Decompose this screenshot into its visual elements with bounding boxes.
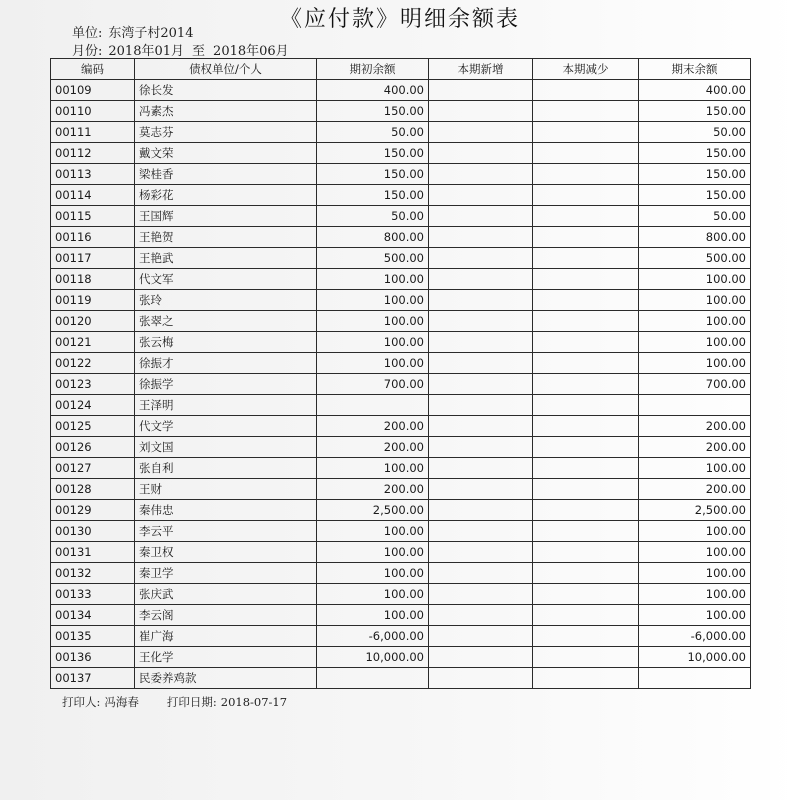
cell-creditor: 王泽明: [135, 395, 317, 416]
cell-period-increase: [429, 269, 533, 290]
table-row: [51, 353, 751, 374]
cell-creditor: 李云阁: [135, 605, 317, 626]
cell-creditor: 王国辉: [135, 206, 317, 227]
cell-code: 00132: [51, 563, 135, 584]
cell-code: 00127: [51, 458, 135, 479]
cell-opening-balance: 100.00: [317, 584, 429, 605]
cell-closing-balance: 100.00: [639, 353, 751, 374]
cell-period-decrease: [533, 80, 639, 101]
cell-period-decrease: [533, 479, 639, 500]
cell-opening-balance: 400.00: [317, 80, 429, 101]
column-header-code: 编码: [51, 59, 135, 80]
cell-creditor: 徐振学: [135, 374, 317, 395]
cell-closing-balance: 50.00: [639, 206, 751, 227]
cell-period-decrease: [533, 458, 639, 479]
cell-closing-balance: 800.00: [639, 227, 751, 248]
table-row: [51, 542, 751, 563]
cell-creditor: 王艳贺: [135, 227, 317, 248]
cell-period-increase: [429, 164, 533, 185]
cell-code: 00114: [51, 185, 135, 206]
cell-opening-balance: 150.00: [317, 164, 429, 185]
cell-creditor: 杨彩花: [135, 185, 317, 206]
cell-opening-balance: 2,500.00: [317, 500, 429, 521]
table-row: [51, 227, 751, 248]
cell-period-decrease: [533, 122, 639, 143]
cell-period-decrease: [533, 605, 639, 626]
cell-creditor: 徐振才: [135, 353, 317, 374]
cell-creditor: 李云平: [135, 521, 317, 542]
cell-closing-balance: 400.00: [639, 80, 751, 101]
cell-creditor: 张庆武: [135, 584, 317, 605]
cell-opening-balance: 50.00: [317, 206, 429, 227]
table-header-row: [51, 59, 751, 80]
cell-closing-balance: 700.00: [639, 374, 751, 395]
cell-period-decrease: [533, 542, 639, 563]
cell-closing-balance: 200.00: [639, 479, 751, 500]
cell-opening-balance: 100.00: [317, 311, 429, 332]
cell-closing-balance: 100.00: [639, 332, 751, 353]
cell-opening-balance: 100.00: [317, 563, 429, 584]
cell-creditor: 王艳武: [135, 248, 317, 269]
cell-creditor: 王化学: [135, 647, 317, 668]
cell-opening-balance: 100.00: [317, 521, 429, 542]
cell-period-increase: [429, 416, 533, 437]
cell-period-decrease: [533, 563, 639, 584]
cell-period-decrease: [533, 227, 639, 248]
cell-code: 00116: [51, 227, 135, 248]
cell-closing-balance: [639, 395, 751, 416]
cell-closing-balance: 150.00: [639, 185, 751, 206]
table-row: [51, 416, 751, 437]
table-row: [51, 668, 751, 689]
cell-code: 00115: [51, 206, 135, 227]
table-row: [51, 206, 751, 227]
cell-code: 00123: [51, 374, 135, 395]
cell-period-decrease: [533, 437, 639, 458]
cell-opening-balance: 100.00: [317, 269, 429, 290]
cell-period-increase: [429, 227, 533, 248]
cell-period-increase: [429, 584, 533, 605]
cell-closing-balance: 100.00: [639, 521, 751, 542]
month-to: 2018年06月: [213, 44, 289, 59]
cell-code: 00122: [51, 353, 135, 374]
cell-period-decrease: [533, 500, 639, 521]
cell-period-decrease: [533, 626, 639, 647]
cell-closing-balance: 150.00: [639, 143, 751, 164]
cell-opening-balance: 100.00: [317, 458, 429, 479]
cell-opening-balance: 150.00: [317, 143, 429, 164]
cell-period-increase: [429, 521, 533, 542]
table-row: [51, 563, 751, 584]
table-row: [51, 437, 751, 458]
cell-period-decrease: [533, 143, 639, 164]
cell-closing-balance: 200.00: [639, 437, 751, 458]
cell-period-increase: [429, 290, 533, 311]
cell-code: 00133: [51, 584, 135, 605]
cell-closing-balance: 100.00: [639, 584, 751, 605]
cell-period-decrease: [533, 416, 639, 437]
cell-code: 00135: [51, 626, 135, 647]
table-row: [51, 311, 751, 332]
table-body: [51, 80, 751, 689]
cell-creditor: 民委养鸡款: [135, 668, 317, 689]
printer-label: 打印人:: [62, 695, 101, 709]
cell-code: 00134: [51, 605, 135, 626]
cell-creditor: 张云梅: [135, 332, 317, 353]
table-row: [51, 500, 751, 521]
cell-closing-balance: 100.00: [639, 542, 751, 563]
cell-code: 00109: [51, 80, 135, 101]
cell-code: 00112: [51, 143, 135, 164]
table-row: [51, 80, 751, 101]
month-label: 月份:: [72, 44, 103, 59]
cell-closing-balance: [639, 668, 751, 689]
column-header-closing-balance: 期末余额: [639, 59, 751, 80]
cell-opening-balance: -6,000.00: [317, 626, 429, 647]
cell-code: 00129: [51, 500, 135, 521]
cell-code: 00126: [51, 437, 135, 458]
cell-creditor: 王财: [135, 479, 317, 500]
cell-code: 00117: [51, 248, 135, 269]
cell-creditor: 张玲: [135, 290, 317, 311]
cell-opening-balance: 50.00: [317, 122, 429, 143]
cell-creditor: 代文军: [135, 269, 317, 290]
table-row: [51, 185, 751, 206]
cell-closing-balance: 100.00: [639, 311, 751, 332]
column-header-period-increase: 本期新增: [429, 59, 533, 80]
table-row: [51, 374, 751, 395]
table-row: [51, 290, 751, 311]
table-row: [51, 458, 751, 479]
cell-code: 00130: [51, 521, 135, 542]
table-row: [51, 332, 751, 353]
cell-period-increase: [429, 605, 533, 626]
cell-code: 00113: [51, 164, 135, 185]
cell-closing-balance: 100.00: [639, 605, 751, 626]
cell-creditor: 戴文荣: [135, 143, 317, 164]
cell-code: 00111: [51, 122, 135, 143]
cell-opening-balance: 200.00: [317, 479, 429, 500]
cell-period-decrease: [533, 269, 639, 290]
cell-period-decrease: [533, 206, 639, 227]
table-row: [51, 626, 751, 647]
cell-opening-balance: 150.00: [317, 101, 429, 122]
cell-closing-balance: 200.00: [639, 416, 751, 437]
cell-opening-balance: [317, 395, 429, 416]
cell-period-decrease: [533, 311, 639, 332]
cell-code: 00119: [51, 290, 135, 311]
cell-period-decrease: [533, 332, 639, 353]
cell-period-increase: [429, 143, 533, 164]
cell-creditor: 代文学: [135, 416, 317, 437]
cell-closing-balance: -6,000.00: [639, 626, 751, 647]
print-date-label: 打印日期:: [166, 695, 217, 709]
cell-period-increase: [429, 479, 533, 500]
cell-creditor: 莫志芬: [135, 122, 317, 143]
cell-opening-balance: 10,000.00: [317, 647, 429, 668]
cell-closing-balance: 100.00: [639, 458, 751, 479]
cell-period-decrease: [533, 101, 639, 122]
table-row: [51, 479, 751, 500]
cell-period-increase: [429, 437, 533, 458]
cell-opening-balance: 100.00: [317, 290, 429, 311]
cell-period-increase: [429, 248, 533, 269]
cell-creditor: 张自利: [135, 458, 317, 479]
cell-creditor: 秦伟忠: [135, 500, 317, 521]
cell-closing-balance: 100.00: [639, 290, 751, 311]
cell-period-decrease: [533, 647, 639, 668]
cell-period-increase: [429, 626, 533, 647]
cell-creditor: 张翠之: [135, 311, 317, 332]
cell-period-increase: [429, 500, 533, 521]
cell-closing-balance: 500.00: [639, 248, 751, 269]
table-row: [51, 248, 751, 269]
cell-code: 00136: [51, 647, 135, 668]
cell-period-increase: [429, 563, 533, 584]
table-row: [51, 122, 751, 143]
cell-period-decrease: [533, 290, 639, 311]
cell-closing-balance: 2,500.00: [639, 500, 751, 521]
cell-period-increase: [429, 647, 533, 668]
cell-period-increase: [429, 332, 533, 353]
cell-creditor: 崔广海: [135, 626, 317, 647]
cell-period-increase: [429, 80, 533, 101]
unit-label: 单位:: [72, 26, 103, 41]
table-row: [51, 605, 751, 626]
printer-name: 冯海春: [104, 695, 139, 709]
cell-opening-balance: 500.00: [317, 248, 429, 269]
cell-closing-balance: 10,000.00: [639, 647, 751, 668]
cell-period-increase: [429, 668, 533, 689]
cell-period-decrease: [533, 584, 639, 605]
cell-creditor: 秦卫权: [135, 542, 317, 563]
cell-opening-balance: 100.00: [317, 605, 429, 626]
table-row: [51, 647, 751, 668]
cell-period-increase: [429, 101, 533, 122]
cell-closing-balance: 50.00: [639, 122, 751, 143]
cell-period-decrease: [533, 248, 639, 269]
column-header-creditor: 债权单位/个人: [135, 59, 317, 80]
cell-period-decrease: [533, 353, 639, 374]
cell-closing-balance: 100.00: [639, 269, 751, 290]
print-footer: [62, 694, 287, 710]
cell-closing-balance: 150.00: [639, 101, 751, 122]
table-row: [51, 143, 751, 164]
cell-period-decrease: [533, 395, 639, 416]
table-row: [51, 164, 751, 185]
table-row: [51, 395, 751, 416]
cell-opening-balance: 100.00: [317, 332, 429, 353]
cell-code: 00125: [51, 416, 135, 437]
cell-period-decrease: [533, 185, 639, 206]
cell-code: 00137: [51, 668, 135, 689]
unit-line: [72, 22, 193, 41]
column-header-opening-balance: 期初余额: [317, 59, 429, 80]
cell-opening-balance: 100.00: [317, 353, 429, 374]
cell-opening-balance: 800.00: [317, 227, 429, 248]
cell-code: 00121: [51, 332, 135, 353]
cell-period-increase: [429, 458, 533, 479]
cell-creditor: 徐长发: [135, 80, 317, 101]
cell-period-increase: [429, 395, 533, 416]
month-from: 2018年01月: [108, 44, 185, 59]
cell-period-decrease: [533, 668, 639, 689]
cell-period-decrease: [533, 164, 639, 185]
cell-period-increase: [429, 374, 533, 395]
report-title: 《应付款》明细余额表: [279, 7, 520, 32]
cell-creditor: 梁桂香: [135, 164, 317, 185]
table-row: [51, 101, 751, 122]
cell-period-increase: [429, 206, 533, 227]
cell-period-increase: [429, 353, 533, 374]
cell-code: 00131: [51, 542, 135, 563]
cell-period-increase: [429, 311, 533, 332]
table-row: [51, 269, 751, 290]
print-date-value: 2018-07-17: [220, 695, 288, 709]
cell-opening-balance: 700.00: [317, 374, 429, 395]
cell-period-increase: [429, 185, 533, 206]
cell-code: 00110: [51, 101, 135, 122]
cell-opening-balance: 200.00: [317, 437, 429, 458]
cell-closing-balance: 150.00: [639, 164, 751, 185]
balance-table: [50, 58, 751, 689]
unit-value: 东湾子村2014: [108, 26, 194, 41]
cell-creditor: 冯素杰: [135, 101, 317, 122]
cell-opening-balance: [317, 668, 429, 689]
cell-creditor: 刘文国: [135, 437, 317, 458]
column-header-period-decrease: 本期减少: [533, 59, 639, 80]
cell-period-increase: [429, 122, 533, 143]
cell-opening-balance: 100.00: [317, 542, 429, 563]
month-line: [72, 40, 289, 59]
cell-period-decrease: [533, 521, 639, 542]
table-row: [51, 584, 751, 605]
cell-code: 00120: [51, 311, 135, 332]
cell-period-decrease: [533, 374, 639, 395]
cell-closing-balance: 100.00: [639, 563, 751, 584]
cell-code: 00124: [51, 395, 135, 416]
cell-code: 00128: [51, 479, 135, 500]
table-row: [51, 521, 751, 542]
cell-opening-balance: 200.00: [317, 416, 429, 437]
cell-opening-balance: 150.00: [317, 185, 429, 206]
cell-creditor: 秦卫学: [135, 563, 317, 584]
month-to-word: 至: [192, 44, 206, 59]
cell-code: 00118: [51, 269, 135, 290]
cell-period-increase: [429, 542, 533, 563]
